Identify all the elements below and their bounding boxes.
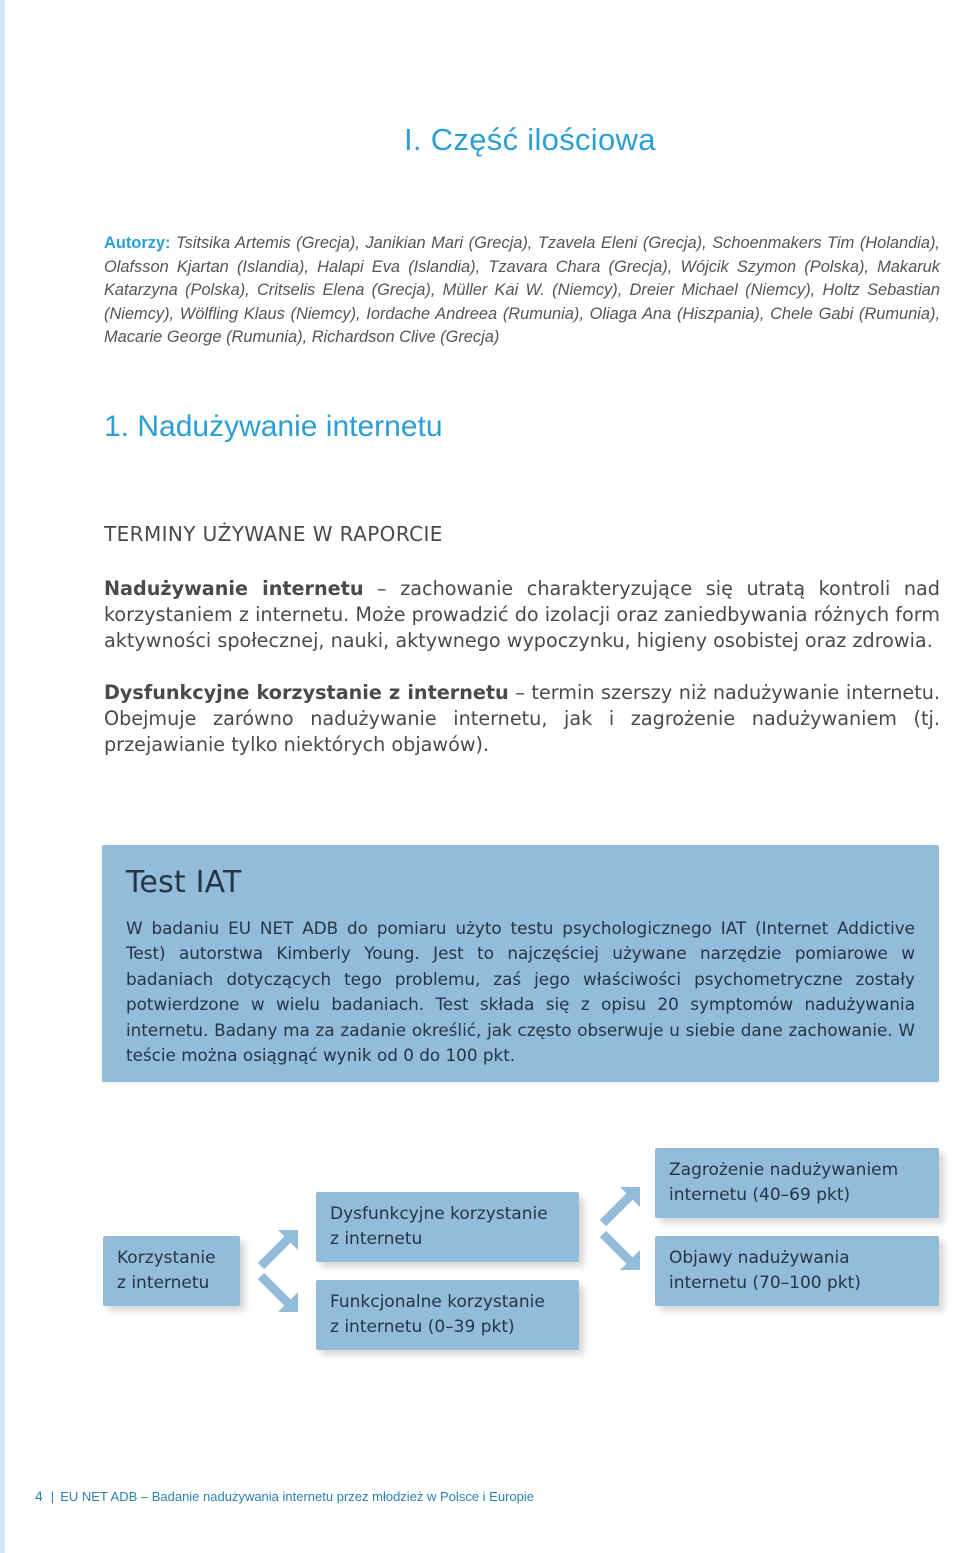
arrow-up-right-icon: [252, 1226, 302, 1274]
definition-text: – zachowanie charakteryzujące się utratą kontroli nad korzystaniem z internetu. Może prowadzić do izolacji oraz zaniedbywania różnych form aktywności społecznej, nauki, aktywnego wypoczynku, higieny osobistej oraz zdrowia.: [104, 577, 940, 653]
node-line: Dysfunkcyjne korzystanie: [330, 1204, 548, 1224]
page-number: 4: [35, 1488, 43, 1504]
definition-dysfunctional-use: [104, 680, 940, 759]
node-line: z internetu: [117, 1273, 210, 1293]
authors-paragraph: [104, 232, 940, 350]
arrow-down-right-icon: [594, 1226, 644, 1274]
diagram-node-overuse-risk: [655, 1148, 939, 1218]
definition-term: Nadużywanie internetu: [104, 577, 364, 600]
arrow-down-right-icon: [252, 1268, 302, 1316]
diagram-node-internet-use: [103, 1236, 240, 1306]
diagram-node-dysfunctional-use: [316, 1192, 579, 1262]
diagram-node-overuse-symptoms: [655, 1236, 939, 1306]
terms-heading: TERMINY UŻYWANE W RAPORCIE: [104, 522, 443, 546]
node-line: z internetu: [330, 1229, 423, 1249]
section-title: 1. Nadużywanie internetu: [104, 410, 443, 443]
definition-text: – termin szerszy niż nadużywanie internetu. Obejmuje zarówno nadużywanie internetu, jak i zagrożenie nadużywaniem (tj. przejawianie tylko niektórych objawów).: [104, 681, 940, 757]
footer-separator: |: [50, 1489, 55, 1504]
iat-info-box: [102, 845, 939, 1082]
definition-term: Dysfunkcyjne korzystanie z internetu: [104, 681, 509, 704]
node-line: internetu (70–100 pkt): [669, 1273, 861, 1293]
footer-text: EU NET ADB – Badanie nadużywania internetu przez młodzież w Polsce i Europie: [60, 1489, 534, 1504]
info-box-body: W badaniu EU NET ADB do pomiaru użyto testu psychologicznego IAT (Internet Addictive Test) autorstwa Kimberly Young. Jest to najczęściej używane narzędzie pomiarowe w badaniach dotyczących tego problemu, zaś jego właściwości psychometryczne zostały potwierdzone w wielu badaniach. Test składa się z opisu 20 symptomów nadużywania internetu. Badany ma za zadanie określić, jak często obserwuje u siebie dane zachowanie. W teście można osiągnąć wynik od 0 do 100 pkt.: [126, 918, 915, 1066]
node-line: Objawy nadużywania: [669, 1248, 850, 1268]
page-edge-stripe: [0, 0, 5, 1553]
authors-list: Tsitsika Artemis (Grecja), Janikian Mari (Grecja), Tzavela Eleni (Grecja), Schoenmakers Tim (Holandia), Olafsson Kjartan (Islandia), Halapi Eva (Islandia), Tzavara Chara (Grecja), Wójcik Szymon (Polska), Makaruk Katarzyna (Polska), Critselis Elena (Grecja), Müller Kai W. (Niemcy), Dreier Michael (Niemcy), Holtz Sebastian (Niemcy), Wölfling Klaus (Niemcy), Iordache Andreea (Rumunia), Oliaga Ana (Hiszpania), Chele Gabi (Rumunia), Macarie George (Rumunia), Richardson Clive (Grecja): [104, 234, 940, 346]
arrow-up-right-icon: [594, 1183, 644, 1231]
definition-internet-overuse: [104, 576, 940, 655]
node-line: internetu (40–69 pkt): [669, 1185, 851, 1205]
node-line: Funkcjonalne korzystanie: [330, 1292, 545, 1312]
node-line: z internetu (0–39 pkt): [330, 1317, 515, 1337]
node-line: Zagrożenie nadużywaniem: [669, 1160, 899, 1180]
info-box-title: Test IAT: [126, 865, 242, 900]
node-line: Korzystanie: [117, 1248, 216, 1268]
diagram-node-functional-use: [316, 1280, 579, 1350]
page-footer: [35, 1488, 534, 1504]
chapter-title: I. Część ilościowa: [404, 122, 656, 157]
authors-label: Autorzy:: [104, 234, 171, 252]
